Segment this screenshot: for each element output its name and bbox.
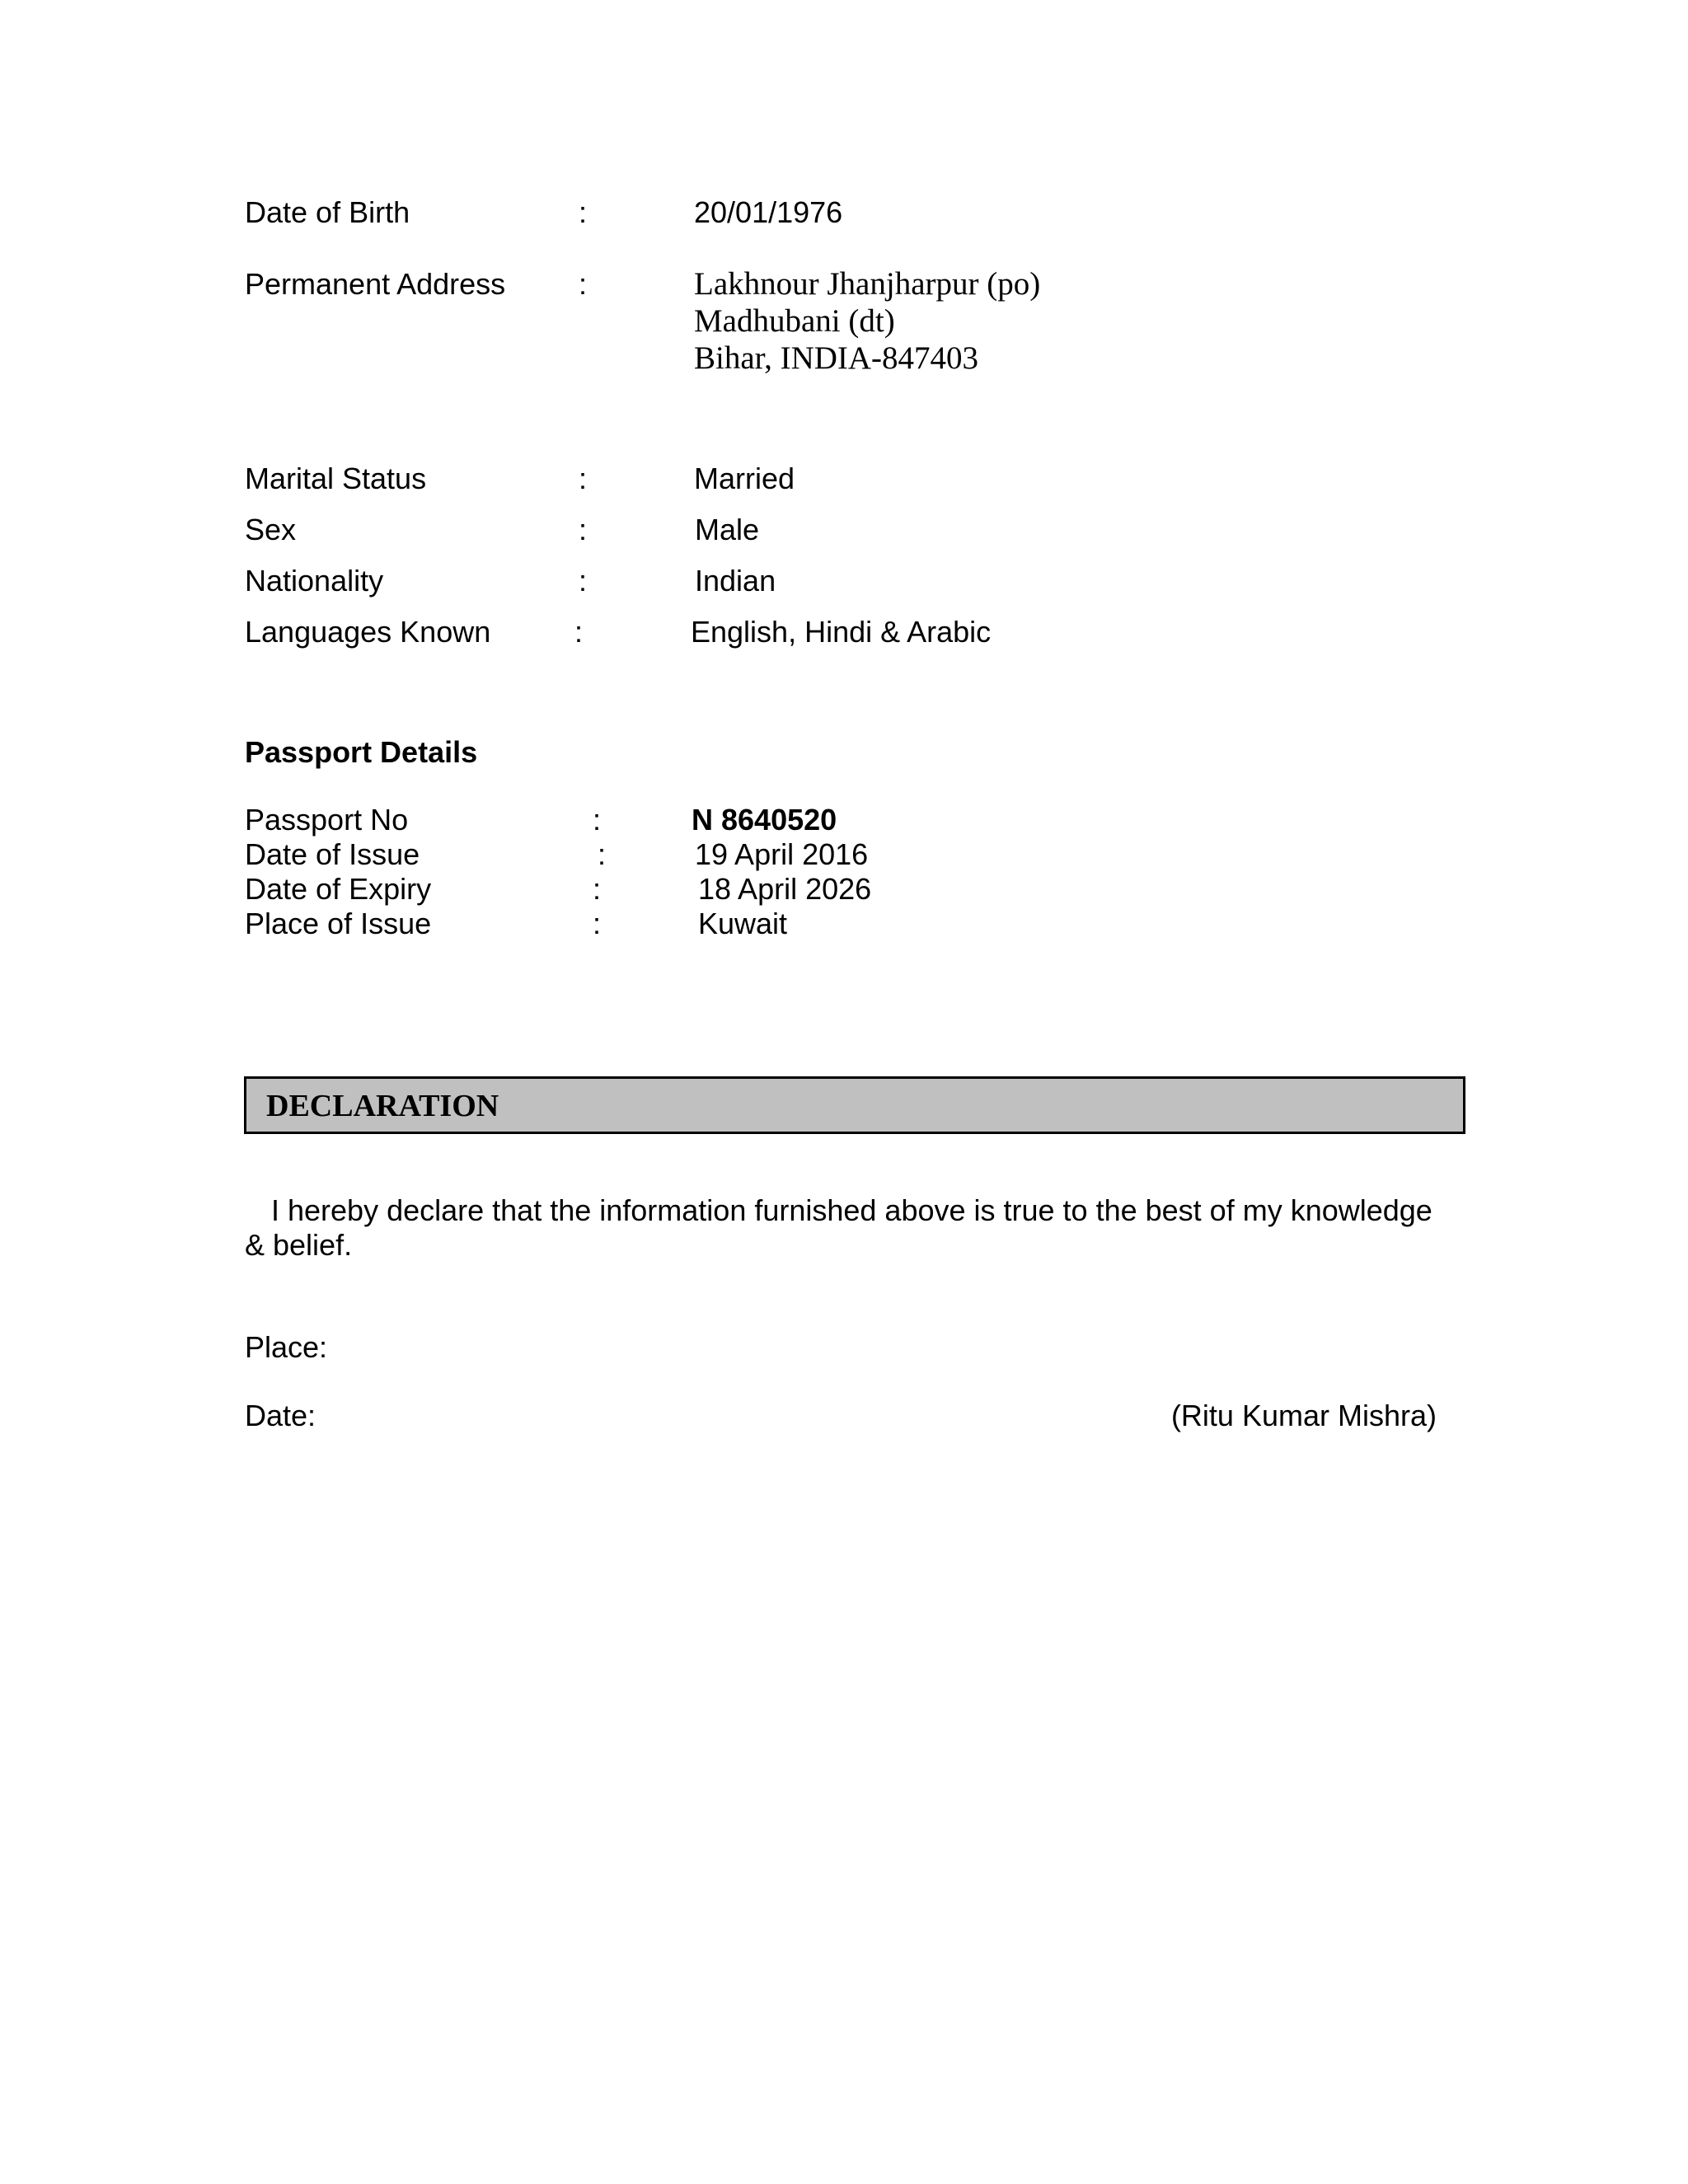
sex-label: Sex [245, 513, 297, 546]
passport-number-value: N 8640520 [692, 803, 837, 837]
passport-number-label: Passport No [245, 803, 409, 837]
dob-colon: : [579, 195, 588, 229]
dob-value: 20/01/1976 [694, 195, 843, 229]
expiry-date-colon: : [593, 872, 602, 906]
address-line: Madhubani (dt) [694, 303, 895, 339]
place-of-issue-label: Place of Issue [245, 907, 432, 940]
passport-details-title: Passport Details [245, 735, 478, 769]
issue-date-value: 19 April 2016 [695, 837, 869, 871]
expiry-date-label: Date of Expiry [245, 872, 432, 906]
dob-label: Date of Birth [245, 195, 410, 229]
expiry-date-value: 18 April 2026 [698, 872, 872, 906]
address-value [694, 265, 1040, 377]
sex-value: Male [695, 513, 760, 546]
passport-number-colon: : [593, 803, 602, 837]
place-of-issue-value: Kuwait [698, 907, 788, 940]
place-label: Place: [245, 1330, 328, 1364]
address-label: Permanent Address [245, 267, 506, 301]
languages-value: English, Hindi & Arabic [691, 615, 992, 649]
languages-colon: : [574, 615, 584, 649]
marital-colon: : [579, 462, 588, 495]
nationality-colon: : [579, 564, 588, 598]
marital-value: Married [694, 462, 795, 495]
sex-colon: : [579, 513, 588, 546]
issue-date-label: Date of Issue [245, 837, 420, 871]
declaration-heading: DECLARATION [266, 1089, 499, 1123]
languages-label: Languages Known [245, 615, 491, 649]
signature-name: (Ritu Kumar Mishra) [1170, 1399, 1437, 1432]
marital-label: Marital Status [245, 462, 427, 495]
address-line: Lakhnour Jhanjharpur (po) [694, 266, 1041, 302]
date-label: Date: [245, 1399, 316, 1432]
place-of-issue-colon: : [593, 907, 602, 940]
declaration-text: I hereby declare that the information furnished above is true to the best of my knowledge & belief. [245, 1193, 1432, 1262]
address-line: Bihar, INDIA-847403 [694, 340, 979, 376]
issue-date-colon: : [598, 837, 607, 871]
nationality-value: Indian [695, 564, 776, 598]
address-colon: : [579, 267, 588, 301]
nationality-label: Nationality [245, 564, 384, 598]
declaration-header-box [244, 1076, 1465, 1134]
